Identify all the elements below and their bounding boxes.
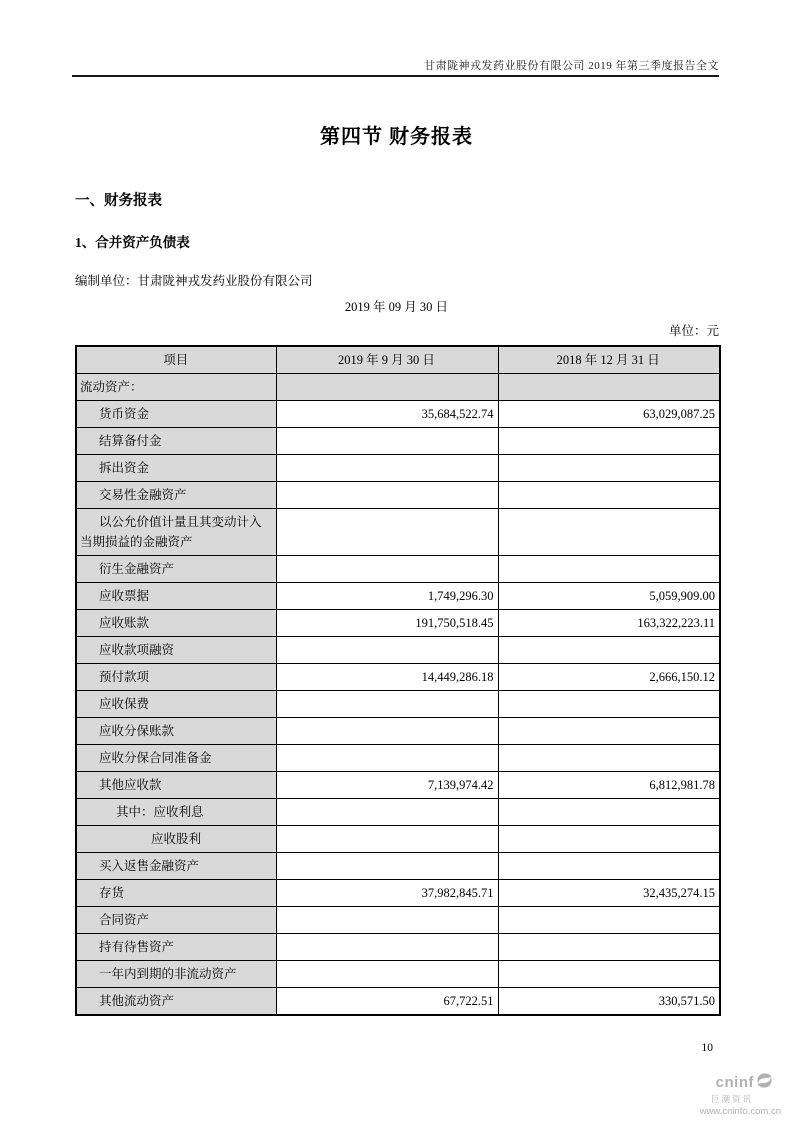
value-2019-09-30	[276, 934, 498, 961]
value-2019-09-30	[276, 428, 498, 455]
value-2018-12-31	[498, 961, 720, 988]
column-header-0: 项目	[76, 346, 276, 374]
table-row	[76, 691, 720, 718]
table-row	[76, 745, 720, 772]
prepared-by-line: 编制单位：甘肃陇神戎发药业股份有限公司	[75, 274, 313, 288]
value-2018-12-31: 2,666,150.12	[498, 664, 720, 691]
value-2019-09-30: 7,139,974.42	[276, 772, 498, 799]
table-row	[76, 482, 720, 509]
value-2019-09-30	[276, 691, 498, 718]
row-label: 一年内到期的非流动资产	[76, 961, 276, 988]
row-label: 合同资产	[76, 907, 276, 934]
value-2019-09-30: 1,749,296.30	[276, 583, 498, 610]
cninfo-logo	[605, 1072, 785, 1116]
value-2019-09-30	[276, 961, 498, 988]
table-row	[76, 772, 720, 799]
table-row	[76, 556, 720, 583]
cninfo-logo-row	[605, 1072, 785, 1093]
value-2018-12-31	[498, 745, 720, 772]
row-label: 其中：应收利息	[76, 799, 276, 826]
value-2019-09-30	[276, 907, 498, 934]
cninfo-logo-url: www.cninfo.com.cn	[699, 1105, 781, 1117]
row-label: 应收股利	[76, 826, 276, 853]
value-2019-09-30	[276, 556, 498, 583]
value-2019-09-30	[276, 718, 498, 745]
value-2018-12-31: 163,322,223.11	[498, 610, 720, 637]
value-2018-12-31	[498, 907, 720, 934]
table-row	[76, 610, 720, 637]
table-row	[76, 428, 720, 455]
row-label: 拆出资金	[76, 455, 276, 482]
value-2018-12-31: 32,435,274.15	[498, 880, 720, 907]
value-2019-09-30	[276, 853, 498, 880]
row-label: 交易性金融资产	[76, 482, 276, 509]
value-2018-12-31	[498, 853, 720, 880]
value-2018-12-31	[498, 556, 720, 583]
table-row	[76, 718, 720, 745]
table-row	[76, 374, 720, 401]
page-title: 第四节 财务报表	[320, 126, 473, 148]
value-2018-12-31	[498, 691, 720, 718]
table-body	[76, 374, 720, 1016]
table-row	[76, 509, 720, 556]
column-header-1: 2019 年 9 月 30 日	[276, 346, 498, 374]
value-2018-12-31	[498, 799, 720, 826]
value-2018-12-31	[498, 718, 720, 745]
cninfo-swirl-icon	[756, 1072, 773, 1093]
value-2018-12-31	[498, 509, 720, 556]
value-2019-09-30: 35,684,522.74	[276, 401, 498, 428]
table-row	[76, 583, 720, 610]
value-2019-09-30	[276, 482, 498, 509]
row-label: 应收分保账款	[76, 718, 276, 745]
value-2019-09-30: 67,722.51	[276, 988, 498, 1016]
value-2018-12-31	[498, 482, 720, 509]
value-2019-09-30	[276, 745, 498, 772]
row-label: 衍生金融资产	[76, 556, 276, 583]
value-2019-09-30	[276, 455, 498, 482]
value-2018-12-31: 5,059,909.00	[498, 583, 720, 610]
cninfo-logo-text: cninf	[715, 1074, 754, 1091]
row-label: 应收保费	[76, 691, 276, 718]
balance-sheet-table	[75, 345, 721, 1016]
value-2018-12-31: 6,812,981.78	[498, 772, 720, 799]
row-label: 货币资金	[76, 401, 276, 428]
table-row	[76, 401, 720, 428]
column-header-2: 2018 年 12 月 31 日	[498, 346, 720, 374]
row-label: 应收款项融资	[76, 637, 276, 664]
table-row	[76, 637, 720, 664]
value-2018-12-31	[498, 826, 720, 853]
statement-date: 2019 年 09 月 30 日	[344, 300, 449, 314]
table-row	[76, 853, 720, 880]
row-label: 其他应收款	[76, 772, 276, 799]
row-label: 应收账款	[76, 610, 276, 637]
value-2018-12-31	[498, 934, 720, 961]
value-2019-09-30	[276, 509, 498, 556]
row-label: 应收分保合同准备金	[76, 745, 276, 772]
row-label: 预付款项	[76, 664, 276, 691]
table-row	[76, 880, 720, 907]
page-number: 10	[701, 1042, 713, 1054]
table-row	[76, 799, 720, 826]
table-header-row	[76, 346, 720, 374]
table-row	[76, 455, 720, 482]
row-label: 存货	[76, 880, 276, 907]
table-row	[76, 988, 720, 1016]
unit-label: 单位：元	[668, 324, 719, 338]
table-row	[76, 907, 720, 934]
table-row	[76, 961, 720, 988]
table-row	[76, 664, 720, 691]
row-label: 流动资产：	[76, 374, 276, 401]
table-row	[76, 934, 720, 961]
subsection-heading-balance-sheet: 1、合并资产负债表	[75, 235, 190, 250]
value-2019-09-30	[276, 374, 498, 401]
value-2018-12-31: 63,029,087.25	[498, 401, 720, 428]
value-2019-09-30: 37,982,845.71	[276, 880, 498, 907]
value-2018-12-31	[498, 637, 720, 664]
cninfo-logo-chinese: 巨潮资讯	[710, 1094, 753, 1104]
value-2018-12-31: 330,571.50	[498, 988, 720, 1016]
row-label: 以公允价值计量且其变动计入当期损益的金融资产	[76, 509, 276, 556]
table-row	[76, 826, 720, 853]
value-2019-09-30: 191,750,518.45	[276, 610, 498, 637]
row-label: 应收票据	[76, 583, 276, 610]
row-label: 其他流动资产	[76, 988, 276, 1016]
running-header: 甘肃陇神戎发药业股份有限公司 2019 年第三季度报告全文	[424, 60, 719, 72]
value-2019-09-30: 14,449,286.18	[276, 664, 498, 691]
row-label: 买入返售金融资产	[76, 853, 276, 880]
value-2018-12-31	[498, 374, 720, 401]
value-2018-12-31	[498, 428, 720, 455]
header-rule	[72, 75, 719, 77]
value-2019-09-30	[276, 799, 498, 826]
row-label: 持有待售资产	[76, 934, 276, 961]
row-label: 结算备付金	[76, 428, 276, 455]
value-2019-09-30	[276, 826, 498, 853]
section-heading-financial-statements: 一、财务报表	[75, 193, 162, 209]
value-2019-09-30	[276, 637, 498, 664]
value-2018-12-31	[498, 455, 720, 482]
